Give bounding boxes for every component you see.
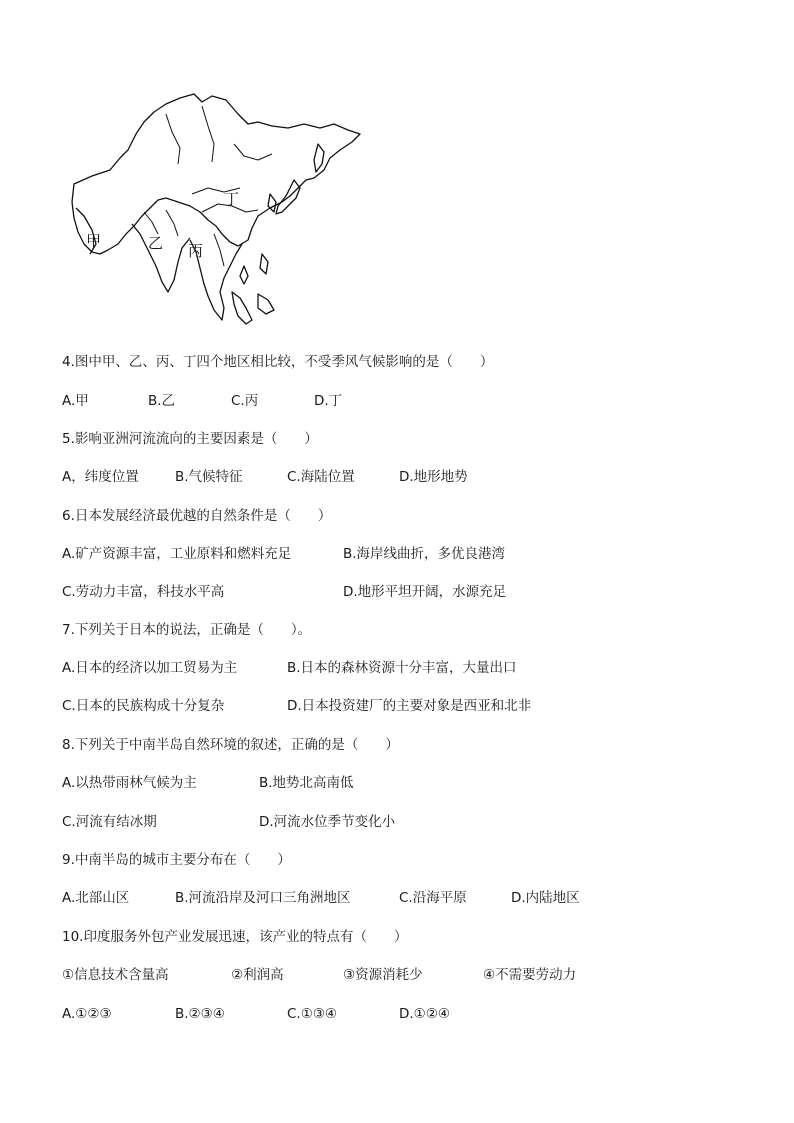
q10-option-c: C.①③④ bbox=[287, 1006, 338, 1022]
q10-option-d: D.①②④ bbox=[399, 1006, 450, 1022]
q5-option-d: D.地形地势 bbox=[399, 469, 468, 485]
q8-option-a: A.以热带雨林气候为主 bbox=[62, 775, 197, 791]
label-jia: 甲 bbox=[86, 232, 102, 250]
river-1 bbox=[166, 114, 180, 164]
q10-feature-2: ②利润高 bbox=[231, 967, 284, 983]
q10-feature-1: ①信息技术含量高 bbox=[62, 967, 169, 983]
q5-option-c: C.海陆位置 bbox=[287, 469, 355, 485]
islands-4 bbox=[240, 266, 248, 284]
q10-option-b: B.②③④ bbox=[175, 1006, 225, 1022]
question-9-stem: 9.中南半岛的城市主要分布在（ ） bbox=[62, 852, 291, 868]
asia-outline bbox=[72, 94, 360, 254]
q6-option-a: A.矿产资源丰富，工业原料和燃料充足 bbox=[62, 546, 292, 562]
river-2 bbox=[202, 106, 214, 162]
q10-option-a: A.①②③ bbox=[62, 1006, 112, 1022]
q7-option-b: B.日本的森林资源十分丰富，大量出口 bbox=[287, 660, 517, 676]
river-3 bbox=[234, 144, 272, 160]
islands-2 bbox=[258, 294, 274, 314]
q8-option-d: D.河流水位季节变化小 bbox=[259, 814, 396, 830]
label-yi: 乙 bbox=[148, 234, 164, 252]
question-8-stem: 8.下列关于中南半岛自然环境的叙述，正确的是（ ） bbox=[62, 737, 399, 753]
q9-option-a: A.北部山区 bbox=[62, 890, 130, 906]
river-8 bbox=[214, 234, 224, 266]
river-7 bbox=[144, 212, 158, 234]
q10-feature-3: ③资源消耗少 bbox=[343, 967, 423, 983]
q6-option-b: B.海岸线曲折，多优良港湾 bbox=[343, 546, 506, 562]
q6-option-d: D.地形平坦开阔，水源充足 bbox=[343, 584, 507, 600]
q7-option-d: D.日本投资建厂的主要对象是西亚和北非 bbox=[287, 698, 532, 714]
islands-3 bbox=[260, 254, 268, 274]
q7-option-a: A.日本的经济以加工贸易为主 bbox=[62, 660, 238, 676]
q10-feature-4: ④不需要劳动力 bbox=[483, 967, 577, 983]
q8-option-c: C.河流有结冰期 bbox=[62, 814, 157, 830]
question-10-stem: 10.印度服务外包产业发展迅速，该产业的特点有（ ） bbox=[62, 929, 408, 945]
q5-option-b: B.气候特征 bbox=[175, 469, 243, 485]
q4-option-b: B.乙 bbox=[148, 393, 176, 409]
kamchatka bbox=[314, 144, 324, 172]
islands-1 bbox=[232, 292, 252, 324]
question-5-stem: 5.影响亚洲河流流向的主要因素是（ ） bbox=[62, 431, 318, 447]
q9-option-c: C.沿海平原 bbox=[399, 890, 467, 906]
q8-option-b: B.地势北高南低 bbox=[259, 775, 354, 791]
question-6-stem: 6.日本发展经济最优越的自然条件是（ ） bbox=[62, 508, 332, 524]
label-bing: 丙 bbox=[188, 242, 204, 260]
label-ding: 丁 bbox=[224, 190, 240, 208]
q7-option-c: C.日本的民族构成十分复杂 bbox=[62, 698, 225, 714]
q9-option-d: D.内陆地区 bbox=[511, 890, 580, 906]
question-7-stem: 7.下列关于日本的说法，正确是（ ）。 bbox=[62, 622, 312, 638]
q4-option-c: C.丙 bbox=[231, 393, 259, 409]
q4-option-a: A.甲 bbox=[62, 393, 89, 409]
q4-option-d: D.丁 bbox=[314, 393, 343, 409]
river-6 bbox=[166, 210, 178, 236]
q6-option-c: C.劳动力丰富，科技水平高 bbox=[62, 584, 225, 600]
q5-option-a: A，纬度位置 bbox=[62, 469, 139, 485]
question-4-stem: 4.图中甲、乙、丙、丁四个地区相比较，不受季风气候影响的是（ ） bbox=[62, 354, 494, 370]
asia-map bbox=[62, 84, 367, 332]
q9-option-b: B.河流沿岸及河口三角洲地区 bbox=[175, 890, 351, 906]
